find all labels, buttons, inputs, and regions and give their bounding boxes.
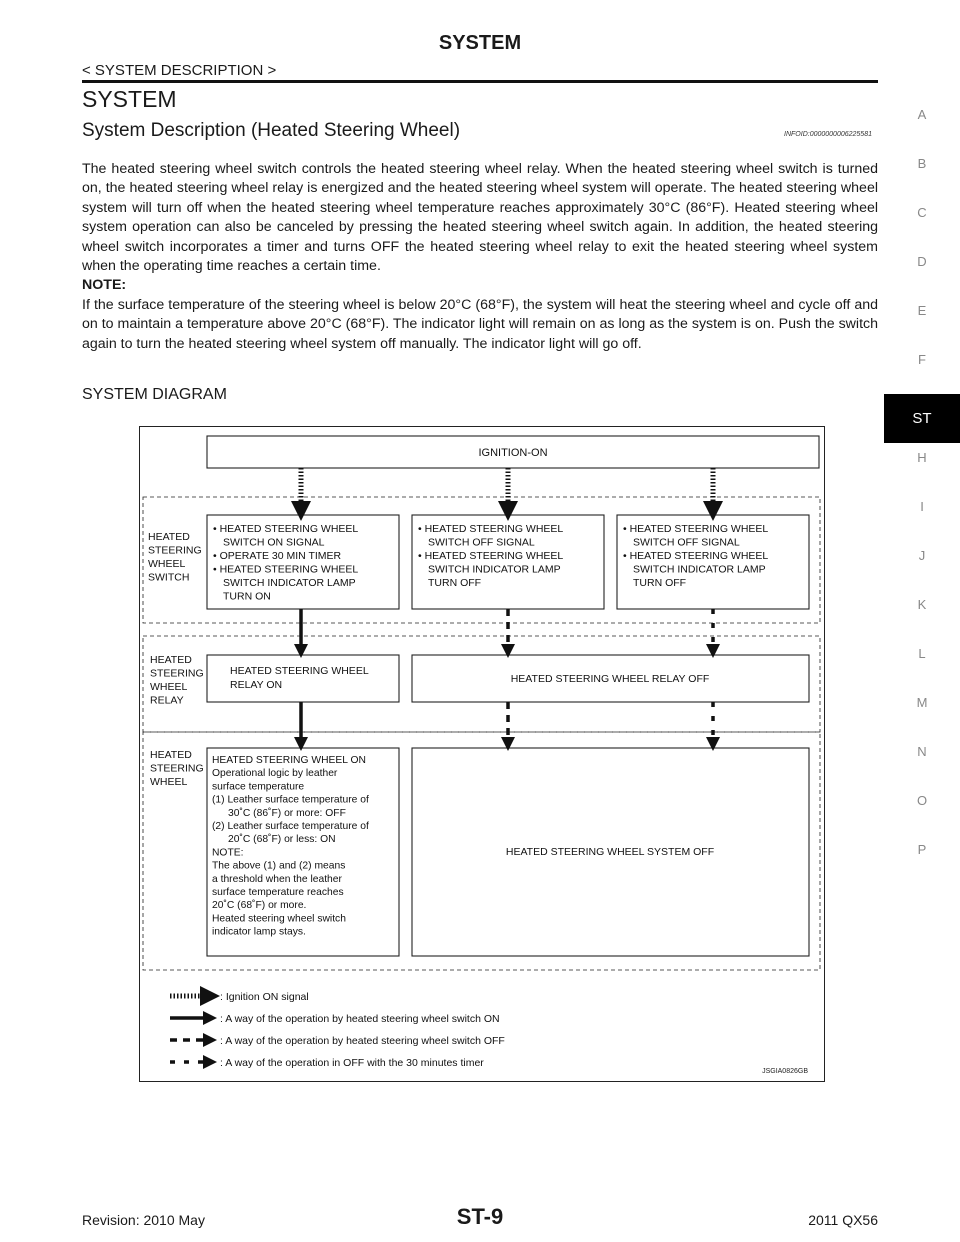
wheel-row-label-line: STEERING xyxy=(150,762,204,775)
legend-text: : A way of the operation in OFF with the 30 minutes timer xyxy=(220,1057,484,1069)
wheel-on-text-line: (2) Leather surface temperature of xyxy=(212,821,369,832)
wheel-row-label-line: WHEEL xyxy=(150,776,188,788)
wheel-on-text-line: 30˚C (86˚F) or more: OFF xyxy=(228,807,346,819)
section-title: SYSTEM xyxy=(82,86,177,112)
timer-off-text-line: TURN OFF xyxy=(633,577,687,589)
timer-off-text-line: • HEATED STEERING WHEEL xyxy=(623,523,769,535)
breadcrumb: < SYSTEM DESCRIPTION > xyxy=(82,62,277,79)
switch-off-text-line: TURN OFF xyxy=(428,577,482,589)
switch-row-label-line: HEATED xyxy=(148,531,190,543)
subsection-title: System Description (Heated Steering Wheel) xyxy=(82,120,461,141)
wheel-on-text-line: indicator lamp stays. xyxy=(212,926,306,938)
switch-on-text-line: • HEATED STEERING WHEEL xyxy=(213,523,359,535)
wheel-on-text-line: Operational logic by leather xyxy=(212,768,338,780)
info-id: INFOID:0000000006225581 xyxy=(784,131,872,138)
switch-on-text-line: • HEATED STEERING WHEEL xyxy=(213,563,359,576)
index-tab-i: I xyxy=(920,499,924,514)
timer-off-text-line: • HEATED STEERING WHEEL xyxy=(623,550,769,562)
index-tab-m: M xyxy=(916,695,928,710)
system-diagram xyxy=(139,426,825,1082)
index-tab-n: N xyxy=(917,744,927,759)
index-tab-p: P xyxy=(917,842,927,857)
wheel-on-text-line: surface temperature reaches xyxy=(212,887,344,898)
timer-off-text-line: SWITCH OFF SIGNAL xyxy=(633,536,740,549)
index-tab-c: C xyxy=(917,205,927,220)
wheel-on-text-line: Heated steering wheel switch xyxy=(212,913,346,925)
system-diagram-svg xyxy=(140,427,824,1081)
switch-row-label-line: SWITCH xyxy=(148,571,190,584)
index-tab-a: A xyxy=(917,107,927,122)
timer-off-text-line: SWITCH INDICATOR LAMP xyxy=(633,563,766,576)
switch-on-text-line: TURN ON xyxy=(223,590,271,603)
wheel-on-text-line: a threshold when the leather xyxy=(212,873,342,885)
index-tab-o: O xyxy=(916,793,928,808)
figure-id: JSGIA0826GB xyxy=(762,1068,808,1075)
wheel-on-text-line: surface temperature xyxy=(212,781,305,793)
footer-model: 2011 QX56 xyxy=(808,1212,878,1228)
wheel-on-text-line: NOTE: xyxy=(212,847,244,859)
relay-off-text: HEATED STEERING WHEEL RELAY OFF xyxy=(510,672,710,685)
note-label: NOTE: xyxy=(82,277,127,294)
diagram-title: SYSTEM DIAGRAM xyxy=(82,386,227,403)
relay-on-text-line: HEATED STEERING WHEEL xyxy=(230,665,369,677)
wheel-on-text-line: HEATED STEERING WHEEL ON xyxy=(212,755,366,766)
description-body xyxy=(82,160,878,354)
legend-text: : A way of the operation by heated steering wheel switch OFF xyxy=(220,1035,505,1047)
switch-off-text-line: SWITCH OFF SIGNAL xyxy=(428,536,535,549)
legend-text: : A way of the operation by heated steering wheel switch ON xyxy=(220,1013,500,1025)
index-tab-h: H xyxy=(917,450,927,465)
wheel-on-text-line: 20˚C (68˚F) or more. xyxy=(212,900,307,912)
system-off-text: HEATED STEERING WHEEL SYSTEM OFF xyxy=(505,845,715,858)
switch-off-text-line: SWITCH INDICATOR LAMP xyxy=(428,563,561,576)
relay-on-text-line: RELAY ON xyxy=(230,679,283,691)
relay-row-label-line: RELAY xyxy=(150,694,184,707)
index-tab-l: L xyxy=(918,646,926,661)
legend-text: : Ignition ON signal xyxy=(220,991,309,1003)
relay-row-label-line: WHEEL xyxy=(150,681,188,693)
index-tab-e: E xyxy=(917,303,927,318)
index-tab-st: ST xyxy=(884,394,960,443)
index-tab-k: K xyxy=(917,597,927,612)
footer-revision: Revision: 2010 May xyxy=(82,1212,205,1228)
wheel-row-label-line: HEATED xyxy=(150,749,192,761)
index-tab-f: F xyxy=(918,352,926,367)
wheel-on-text-line: (1) Leather surface temperature of xyxy=(212,794,369,806)
page-header-title: SYSTEM xyxy=(438,32,522,54)
switch-off-text-line: • HEATED STEERING WHEEL xyxy=(418,523,564,535)
header-divider xyxy=(82,80,878,83)
switch-row-label-line: STEERING xyxy=(148,544,202,557)
index-tab-b: B xyxy=(917,156,927,171)
ignition-on-text: IGNITION-ON xyxy=(478,446,548,459)
relay-row-label-line: STEERING xyxy=(150,667,204,680)
index-tab-d: D xyxy=(917,254,927,269)
index-tab-j: J xyxy=(918,548,926,563)
page-number: ST-9 xyxy=(456,1204,504,1229)
description-paragraph: The heated steering wheel switch controls the heated steering wheel relay. When the heated steering wheel switch is turned on, the heated steering wheel relay is energized and the heated steering wheel system will operate. The heated steering wheel system will turn off when the heated steering wheel temperature reaches approximately 30°C (86°F). Heated steering wheel system operation can also be canceled by pressing the heated steering wheel switch again. In addition, the heated steering wheel switch incorporates a timer and turns OFF the heated steering wheel relay to exit the heated steering wheel system when the operating time reaches a certain time. xyxy=(82,161,878,275)
wheel-on-text-line: The above (1) and (2) means xyxy=(212,860,346,872)
switch-off-text-line: • HEATED STEERING WHEEL xyxy=(418,550,564,562)
switch-row-label-line: WHEEL xyxy=(148,558,186,570)
switch-on-text-line: • OPERATE 30 MIN TIMER xyxy=(213,550,342,562)
relay-row-label-line: HEATED xyxy=(150,654,192,666)
switch-on-text-line: SWITCH INDICATOR LAMP xyxy=(223,577,356,589)
switch-on-text-line: SWITCH ON SIGNAL xyxy=(223,536,325,549)
wheel-on-text-line: 20˚C (68˚F) or less: ON xyxy=(228,834,336,846)
note-text: If the surface temperature of the steering wheel is below 20°C (68°F), the system will heat the steering wheel and cycle off and on to maintain a temperature above 20°C (68°F). The indicator light will remain on as long as the system is on. Push the switch again to turn the heated steering wheel system off manually. The indicator light will go off. xyxy=(82,296,878,352)
